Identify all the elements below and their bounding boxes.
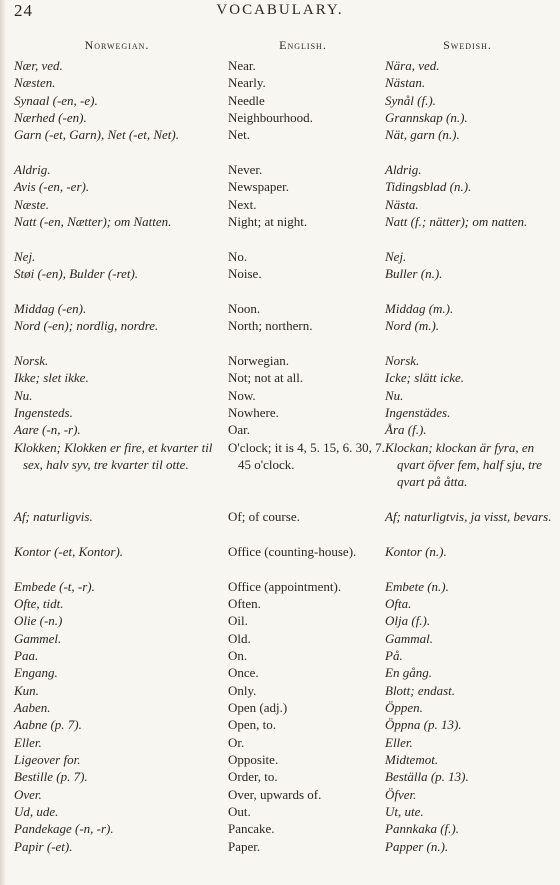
english-term: Nearly. xyxy=(228,75,266,91)
norwegian-term: Olie (-n.) xyxy=(14,613,63,629)
norwegian-term: Natt (-en, Nætter); om Natten. xyxy=(14,214,172,230)
english-term: Out. xyxy=(228,804,251,820)
swedish-term: Papper (n.). xyxy=(385,838,449,854)
swedish-term: Grannskap (n.). xyxy=(385,110,468,126)
swedish-term: Nästa. xyxy=(385,196,419,212)
norwegian-term: Støi (-en), Bulder (-ret). xyxy=(14,266,139,282)
swedish-term: Åra (f.). xyxy=(385,422,427,438)
norwegian-term: Paa. xyxy=(14,647,39,663)
norwegian-term: Aabne (p. 7). xyxy=(14,717,82,733)
norwegian-term: Gammel. xyxy=(14,630,62,646)
swedish-term: Nät, garn (n.). xyxy=(385,127,460,143)
swedish-term: Synål (f.). xyxy=(385,92,436,108)
norwegian-term: Over. xyxy=(14,786,42,802)
english-term: Pancake. xyxy=(228,821,275,837)
english-term: On. xyxy=(228,647,248,663)
english-term: Order, to. xyxy=(228,769,278,785)
english-term: Oil. xyxy=(228,613,248,629)
swedish-term: Blott; endast. xyxy=(385,682,456,698)
swedish-term: Embete (n.). xyxy=(385,578,449,594)
english-term: Newspaper. xyxy=(228,179,290,195)
page-header xyxy=(0,1,560,23)
norwegian-term: Norsk. xyxy=(14,352,49,368)
norwegian-term: Aaben. xyxy=(14,699,51,715)
english-term: North; northern. xyxy=(228,318,313,334)
english-term: Noise. xyxy=(228,266,262,282)
english-term: Never. xyxy=(228,162,263,178)
swedish-term: Natt (f.; nätter); om natten. xyxy=(385,214,528,230)
swedish-term: Klockan; klockan är fyra, en qvart öfver fem, half sju, tre qvart på åtta. xyxy=(385,439,543,489)
english-term: Open (adj.) xyxy=(228,699,288,715)
swedish-term: Beställa (p. 13). xyxy=(385,769,469,785)
norwegian-term: Eller. xyxy=(14,734,42,750)
column-header-english: English. xyxy=(279,38,327,52)
norwegian-term: Næste. xyxy=(14,196,50,212)
swedish-term: Ingenstädes. xyxy=(385,405,451,420)
column-header-norwegian: Norwegian. xyxy=(84,38,150,52)
english-term: Net. xyxy=(228,127,251,143)
english-term: Norwegian. xyxy=(228,352,290,368)
column-header-swedish: Swedish. xyxy=(443,38,492,52)
norwegian-term: Garn (-et, Garn), Net (-et, Net). xyxy=(14,127,179,143)
norwegian-term: Avis (-en, -er). xyxy=(14,179,90,195)
norwegian-term: Engang. xyxy=(14,665,58,681)
norwegian-term: Kun. xyxy=(14,682,39,698)
swedish-term: Ut, ute. xyxy=(385,804,424,820)
swedish-term: Öfver. xyxy=(385,786,417,802)
norwegian-term: Nu. xyxy=(14,387,33,403)
norwegian-term: Aare (-n, -r). xyxy=(14,422,81,438)
swedish-term: Nära, ved. xyxy=(385,58,440,73)
english-term: Office (counting-house). xyxy=(228,543,357,559)
english-term: Office (appointment). xyxy=(228,578,342,594)
english-term: Now. xyxy=(228,387,256,403)
english-term: Open, to. xyxy=(228,717,277,733)
norwegian-term: Bestille (p. 7). xyxy=(14,769,88,785)
english-term: Not; not at all. xyxy=(228,370,304,386)
norwegian-term: Papir (-et). xyxy=(14,838,73,854)
english-term: Of; of course. xyxy=(228,509,300,525)
norwegian-term: Nord (-en); nordlig, nordre. xyxy=(14,318,159,334)
swedish-term: Midtemot. xyxy=(385,752,439,767)
swedish-term: Tidingsblad (n.). xyxy=(385,179,472,195)
english-term: Over, upwards of. xyxy=(228,786,322,802)
swedish-term: Kontor (n.). xyxy=(385,543,447,559)
norwegian-term: Aldrig. xyxy=(14,162,51,178)
running-title: VOCABULARY. xyxy=(216,2,344,18)
english-term: Nowhere. xyxy=(228,405,279,420)
norwegian-term: Middag (-en). xyxy=(14,300,87,316)
english-term: Next. xyxy=(228,196,257,212)
english-term: Needle xyxy=(228,92,265,108)
english-term: O'clock; it is 4, 5. 15, 6. 30, 7. 45 o'clock. xyxy=(228,439,385,472)
swedish-term: Öppna (p. 13). xyxy=(385,717,462,733)
swedish-term: Norsk. xyxy=(385,352,420,368)
swedish-term: Middag (m.). xyxy=(385,300,454,316)
norwegian-term: Nej. xyxy=(14,248,36,264)
english-term: Near. xyxy=(228,58,256,73)
norwegian-term: Ofte, tidt. xyxy=(14,595,64,611)
norwegian-term: Ligeover for. xyxy=(14,752,81,767)
english-term: Night; at night. xyxy=(228,214,308,230)
english-term: Paper. xyxy=(228,838,261,854)
swedish-term: Nej. xyxy=(385,248,407,264)
norwegian-term: Ikke; slet ikke. xyxy=(14,370,89,386)
english-term: Neighbourhood. xyxy=(228,110,313,126)
english-term: Often. xyxy=(228,595,261,611)
norwegian-term: Synaal (-en, -e). xyxy=(14,92,98,108)
english-term: No. xyxy=(228,248,248,264)
swedish-term: Pannkaka (f.). xyxy=(385,821,460,837)
norwegian-term: Klokken; Klokken er fire, et kvarter til sex, halv syv, tre kvarter til otte. xyxy=(14,439,213,472)
swedish-term: Nord (m.). xyxy=(385,318,440,334)
norwegian-term: Nær, ved. xyxy=(14,58,63,73)
norwegian-term: Af; naturligvis. xyxy=(14,509,93,525)
english-term: Opposite. xyxy=(228,752,279,767)
english-term: Once. xyxy=(228,665,259,681)
norwegian-term: Ingensteds. xyxy=(14,405,73,420)
swedish-term: Af; naturligtvis, ja visst, bevars. xyxy=(385,509,552,525)
page-binding-edge xyxy=(0,0,6,885)
swedish-term: Buller (n.). xyxy=(385,266,443,282)
swedish-term: Nästan. xyxy=(385,75,426,91)
norwegian-term: Nærhed (-en). xyxy=(14,110,87,126)
swedish-term: Öppen. xyxy=(385,699,423,715)
english-term: Noon. xyxy=(228,300,261,316)
english-term: Oar. xyxy=(228,422,251,438)
swedish-term: Ofta. xyxy=(385,595,412,611)
norwegian-term: Kontor (-et, Kontor). xyxy=(14,543,124,559)
swedish-term: Icke; slätt icke. xyxy=(385,370,465,386)
english-term: Old. xyxy=(228,630,251,646)
swedish-term: På. xyxy=(385,647,403,663)
norwegian-term: Næsten. xyxy=(14,75,56,91)
swedish-term: Nu. xyxy=(385,387,404,403)
swedish-term: Eller. xyxy=(385,734,413,750)
swedish-term: Olja (f.). xyxy=(385,613,431,629)
swedish-term: En gång. xyxy=(385,665,432,681)
swedish-term: Aldrig. xyxy=(385,162,422,178)
norwegian-term: Embede (-t, -r). xyxy=(14,578,95,594)
english-term: Only. xyxy=(228,682,257,698)
english-term: Or. xyxy=(228,734,245,750)
norwegian-term: Ud, ude. xyxy=(14,804,59,820)
norwegian-term: Pandekage (-n, -r). xyxy=(14,821,114,837)
swedish-term: Gammal. xyxy=(385,630,434,646)
page-number: 24 xyxy=(14,1,33,20)
